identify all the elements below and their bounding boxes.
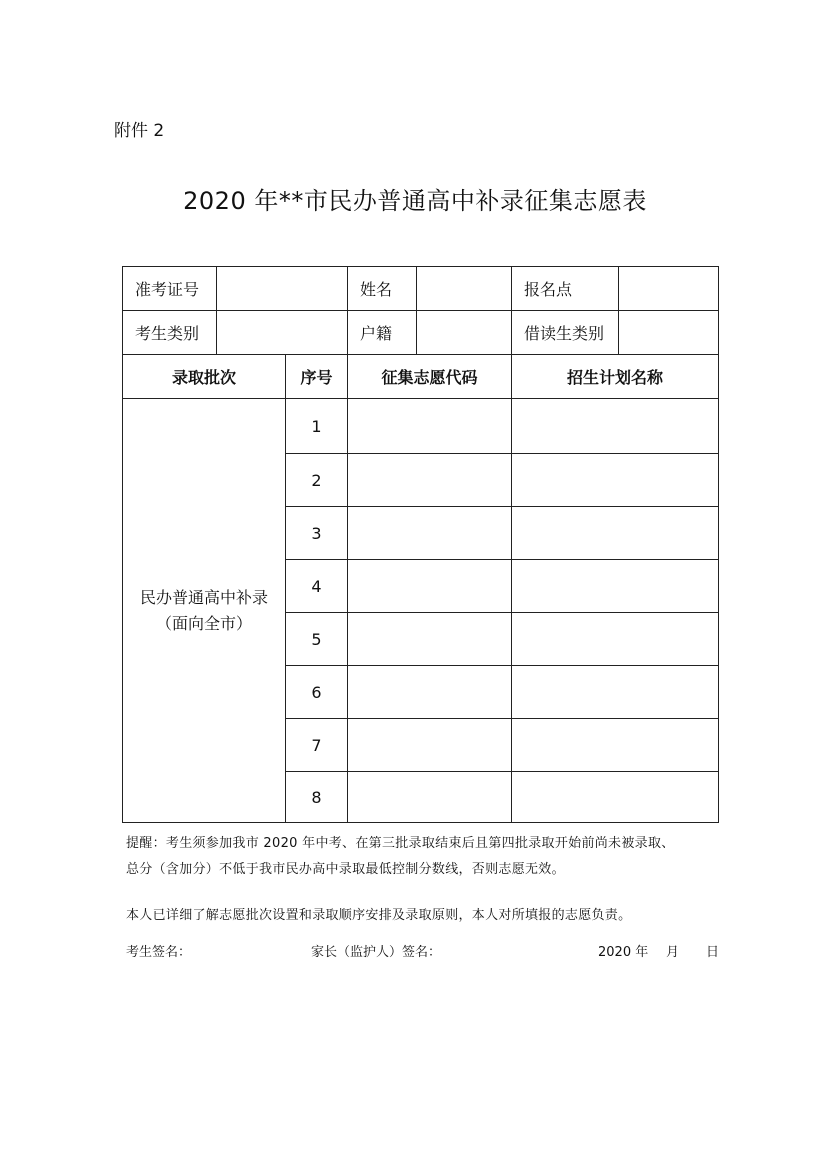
exam-number-label: 准考证号 [123,267,217,311]
seq-number: 5 [286,613,348,666]
student-category-field[interactable] [217,311,348,355]
seq-number: 8 [286,772,348,823]
code-field[interactable] [348,719,512,772]
reminder-line-1: 提醒：考生须参加我市 2020 年中考、在第三批录取结束后且第四批录取开始前尚未被录取、 [126,836,675,851]
info-row-2 [123,311,719,355]
plan-field[interactable] [512,719,719,772]
seq-number: 4 [286,560,348,613]
page-title: 2020 年**市民办普通高中补录征集志愿表 [183,187,647,215]
plan-field[interactable] [512,399,719,454]
date-day: 日 [706,945,720,960]
name-field[interactable] [417,267,512,311]
plan-field[interactable] [512,454,719,507]
transfer-category-label: 借读生类别 [512,311,619,355]
student-signature-label: 考生签名： [126,945,192,960]
seq-number: 7 [286,719,348,772]
code-field[interactable] [348,666,512,719]
declaration-text: 本人已详细了解志愿批次设置和录取顺序安排及录取原则，本人对所填报的志愿负责。 [126,908,632,923]
date-month: 月 [666,945,680,960]
registration-site-label: 报名点 [512,267,619,311]
info-row-1 [123,267,719,311]
seq-number: 3 [286,507,348,560]
plan-field[interactable] [512,772,719,823]
plan-field[interactable] [512,560,719,613]
name-label: 姓名 [348,267,417,311]
exam-number-field[interactable] [217,267,348,311]
plan-field[interactable] [512,613,719,666]
table-row [123,399,719,454]
code-field[interactable] [348,613,512,666]
code-header: 征集志愿代码 [348,355,512,399]
plan-field[interactable] [512,507,719,560]
seq-header: 序号 [286,355,348,399]
parent-signature-label: 家长（监护人）签名： [311,945,442,960]
household-label: 户籍 [348,311,417,355]
attachment-label: 附件 2 [114,121,165,141]
registration-site-field[interactable] [619,267,719,311]
batch-cell [123,399,286,823]
plan-header: 招生计划名称 [512,355,719,399]
student-category-label: 考生类别 [123,311,217,355]
batch-header: 录取批次 [123,355,286,399]
code-field[interactable] [348,454,512,507]
reminder-line-2: 总分（含加分）不低于我市民办高中录取最低控制分数线，否则志愿无效。 [126,862,565,877]
plan-field[interactable] [512,666,719,719]
table-header-row [123,355,719,399]
reminder-note [126,831,675,883]
batch-name: 民办普通高中补录 [139,587,268,607]
code-field[interactable] [348,772,512,823]
code-field[interactable] [348,507,512,560]
seq-number: 1 [286,399,348,454]
batch-scope: （面向全市） [155,613,252,633]
date-year: 2020 年 [598,945,649,960]
code-field[interactable] [348,399,512,454]
code-field[interactable] [348,560,512,613]
application-form-table [122,266,719,823]
seq-number: 6 [286,666,348,719]
transfer-category-field[interactable] [619,311,719,355]
household-field[interactable] [417,311,512,355]
seq-number: 2 [286,454,348,507]
